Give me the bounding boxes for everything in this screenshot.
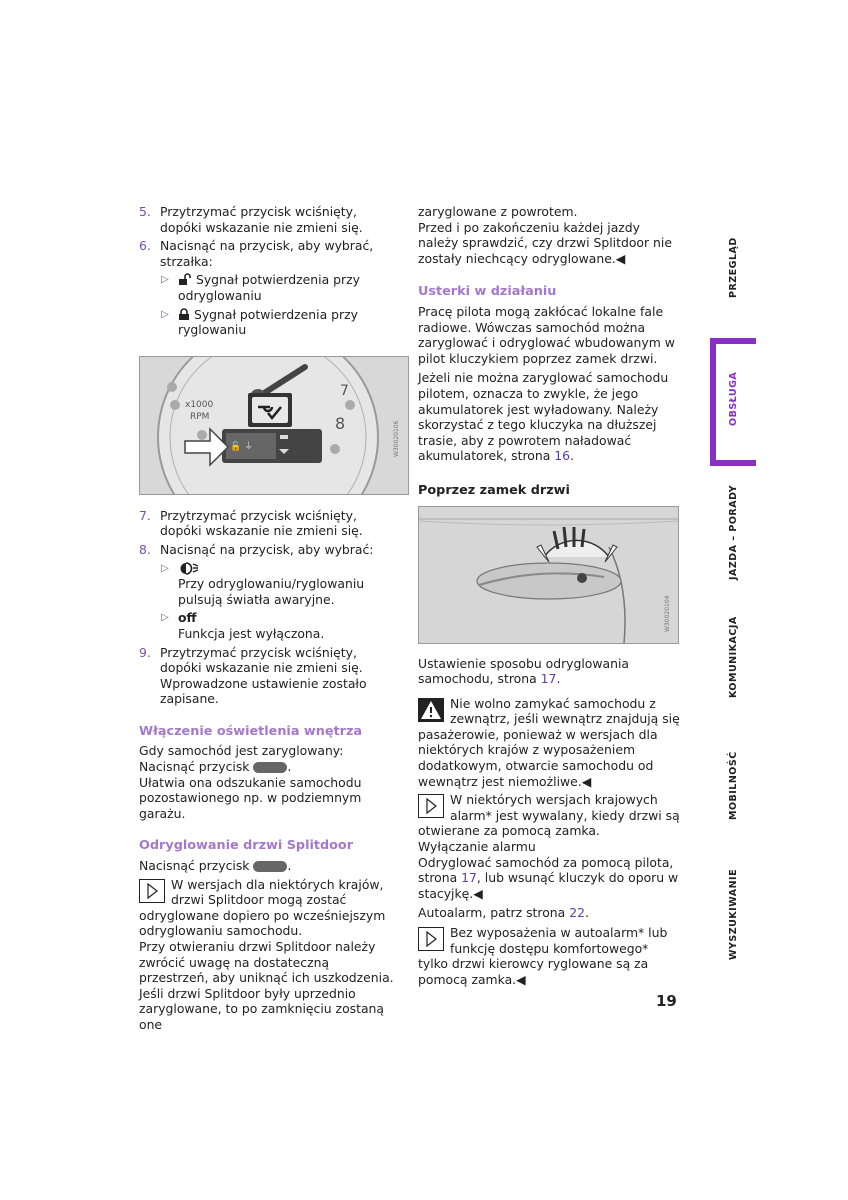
closed-lock-icon — [178, 308, 190, 321]
step-6-option-unlock — [139, 272, 394, 303]
remote-button-icon — [253, 762, 287, 773]
svg-text:RPM: RPM — [190, 411, 210, 422]
heading-door-lock: Poprzez zamek drzwi — [418, 482, 570, 498]
triangle-bullet-icon: ▷ — [161, 562, 169, 574]
end-mark-icon: ◀ — [516, 971, 526, 987]
option-text: Przy odryglowaniu/ryglowaniu pulsują światła awaryjne. — [178, 576, 365, 607]
paragraph: Nacisnąć przycisk . — [139, 759, 292, 775]
open-lock-icon — [178, 273, 192, 286]
off-label: off — [178, 610, 197, 626]
paragraph: Odryglować samochód za pomocą pilota, strona 17, lub wsunąć kluczyk do oporu w stacyjkę.◀ — [418, 854, 679, 901]
page-link[interactable]: 16 — [554, 448, 571, 464]
paragraph: Ustawienie sposobu odryglowania samochodu, strona 17. — [418, 655, 630, 687]
option-text: Funkcja jest wyłączona. — [178, 625, 325, 641]
svg-text:7: 7 — [340, 382, 349, 399]
heading-interior-light: Włączenie oświetlenia wnętrza — [139, 723, 363, 739]
step-number: 8. — [139, 541, 151, 557]
paragraph: zaryglowane z powrotem. — [418, 204, 578, 219]
sidebar-tab-obsluga[interactable]: OBSŁUGA — [728, 371, 739, 426]
triangle-bullet-icon: ▷ — [161, 612, 169, 624]
door-lock-figure — [418, 506, 679, 644]
note: W niektórych wersjach krajowych alarm* jest wywalany, kiedy drzwi są otwierane za pomocą zamka. — [418, 792, 680, 839]
svg-text:x1000: x1000 — [185, 399, 214, 410]
paragraph: Przy otwieraniu drzwi Splitdoor należy zwrócić uwagę na dostateczną przestrzeń, aby uniknąć ich uszkodzenia. — [139, 939, 394, 986]
step-number: 7. — [139, 507, 151, 523]
door-lock-illustration — [419, 507, 678, 643]
step-text: Przytrzymać przycisk wciśnięty, dopóki wskazanie nie zmieni się. — [160, 204, 363, 235]
step-text: Nacisnąć na przycisk, aby wybrać: — [160, 541, 374, 557]
sidebar-tab-przeglad[interactable]: PRZEGLĄD — [728, 237, 739, 298]
step-9 — [139, 645, 394, 707]
right-column — [418, 204, 680, 987]
step-6-option-lock — [139, 307, 394, 338]
warning-icon — [418, 698, 444, 722]
step-number: 6. — [139, 238, 151, 254]
paragraph: Jeżeli nie można zaryglować samochodu pilotem, oznacza to zwykle, że jego akumulatorek jest wyładowany. Należy skorzystać z tego kluczyka na dłuższej trasie, aby z powrotem naładować akumulatorek, strona 16. — [418, 370, 669, 464]
step-number: 5. — [139, 204, 151, 219]
sidebar-tab-jazda-porady[interactable]: JAZDA – PORADY — [728, 484, 739, 580]
sidebar-tab-mobilnosc[interactable]: MOBILNOŚĆ — [728, 751, 739, 820]
end-mark-icon: ◀ — [615, 250, 626, 266]
paragraph: Ułatwia ona odszukanie samochodu pozostawionego np. w podziemnym garażu. — [139, 774, 362, 821]
page-link[interactable]: 17 — [461, 870, 477, 886]
instrument-cluster-illustration — [140, 357, 408, 494]
note-triangle-icon — [418, 927, 444, 951]
step-5 — [139, 204, 394, 235]
note: W wersjach dla niektórych krajów, drzwi Splitdoor mogą zostać odryglowane dopiero po wcześniejszym odryglowaniu samochodu. — [139, 876, 386, 939]
paragraph: Autoalarm, patrz strona 22. — [418, 905, 589, 921]
remote-trunk-button-icon — [253, 861, 287, 872]
step-8-option-off — [139, 610, 394, 641]
step-8-option-hazard — [139, 561, 394, 608]
paragraph: Nacisnąć przycisk . — [139, 858, 292, 874]
step-text: Nacisnąć na przycisk, aby wybrać, strzałka: — [160, 238, 374, 269]
option-text: Sygnał potwierdzenia przy ryglowaniu — [178, 306, 358, 338]
hazard-lights-icon — [178, 562, 200, 575]
instrument-cluster-figure — [139, 356, 409, 495]
figure-code: W30020106 — [393, 420, 400, 457]
end-mark-icon: ◀ — [581, 773, 592, 789]
note: Bez wyposażenia w autoalarm* lub funkcję dostępu komfortowego* tylko drzwi kierowcy ryglowane są za pomocą zamka.◀ — [418, 925, 668, 987]
paragraph: Przed i po zakończeniu każdej jazdy należy sprawdzić, czy drzwi Splitdoor nie zostały niechcący odryglowane.◀ — [418, 219, 672, 266]
step-7 — [139, 508, 394, 539]
step-number: 9. — [139, 644, 151, 660]
end-mark-icon: ◀ — [473, 885, 483, 901]
step-text: Przytrzymać przycisk wciśnięty, dopóki wskazanie nie zmieni się. — [160, 507, 363, 539]
page-number: 19 — [656, 992, 677, 1010]
triangle-bullet-icon: ▷ — [161, 274, 169, 286]
note-triangle-icon — [139, 879, 165, 903]
warning: Nie wolno zamykać samochodu z zewnątrz, jeśli wewnątrz znajdują się pasażerowie, ponieważ w wersjach dla niektórych krajów z wyposażeniem dodatkowym, otwarcie samochodu od wewnątrz jest niemożliwe.◀ — [418, 695, 680, 789]
triangle-bullet-icon: ▷ — [161, 308, 169, 320]
step-8 — [139, 542, 394, 558]
note-triangle-icon — [418, 794, 444, 818]
heading-splitdoor: Odryglowanie drzwi Splitdoor — [139, 838, 354, 854]
page-link[interactable]: 22 — [569, 905, 585, 921]
page-link[interactable]: 17 — [540, 671, 557, 687]
sidebar-tab-wyszukiwanie[interactable]: WYSZUKIWANIE — [728, 868, 739, 960]
paragraph: Pracę pilota mogą zakłócać lokalne fale radiowe. Wówczas samochód można zaryglować i odryglować wbudowanym w pilot kluczykiem poprzez zamek drzwi. — [418, 303, 675, 366]
heading-malfunction: Usterki w działaniu — [418, 284, 557, 300]
figure-code: W30020104 — [664, 595, 671, 632]
alarm-off-label: Wyłączanie alarmu — [418, 839, 536, 855]
step-6 — [139, 238, 394, 269]
paragraph: Gdy samochód jest zaryglowany: — [139, 743, 344, 759]
left-column — [139, 204, 400, 1033]
step-text: Przytrzymać przycisk wciśnięty, dopóki wskazanie nie zmieni się. Wprowadzone ustawienie zostało zapisane. — [160, 644, 367, 707]
option-text: Sygnał potwierdzenia przy odryglowaniu — [178, 272, 360, 303]
svg-text:8: 8 — [335, 413, 346, 433]
svg-text:🔓 ⏚: 🔓 ⏚ — [230, 441, 254, 452]
sidebar-tab-komunikacja[interactable]: KOMUNIKACJA — [728, 616, 739, 698]
paragraph: Jeśli drzwi Splitdoor były uprzednio zaryglowane, to po zamknięciu zostaną one — [139, 985, 384, 1032]
